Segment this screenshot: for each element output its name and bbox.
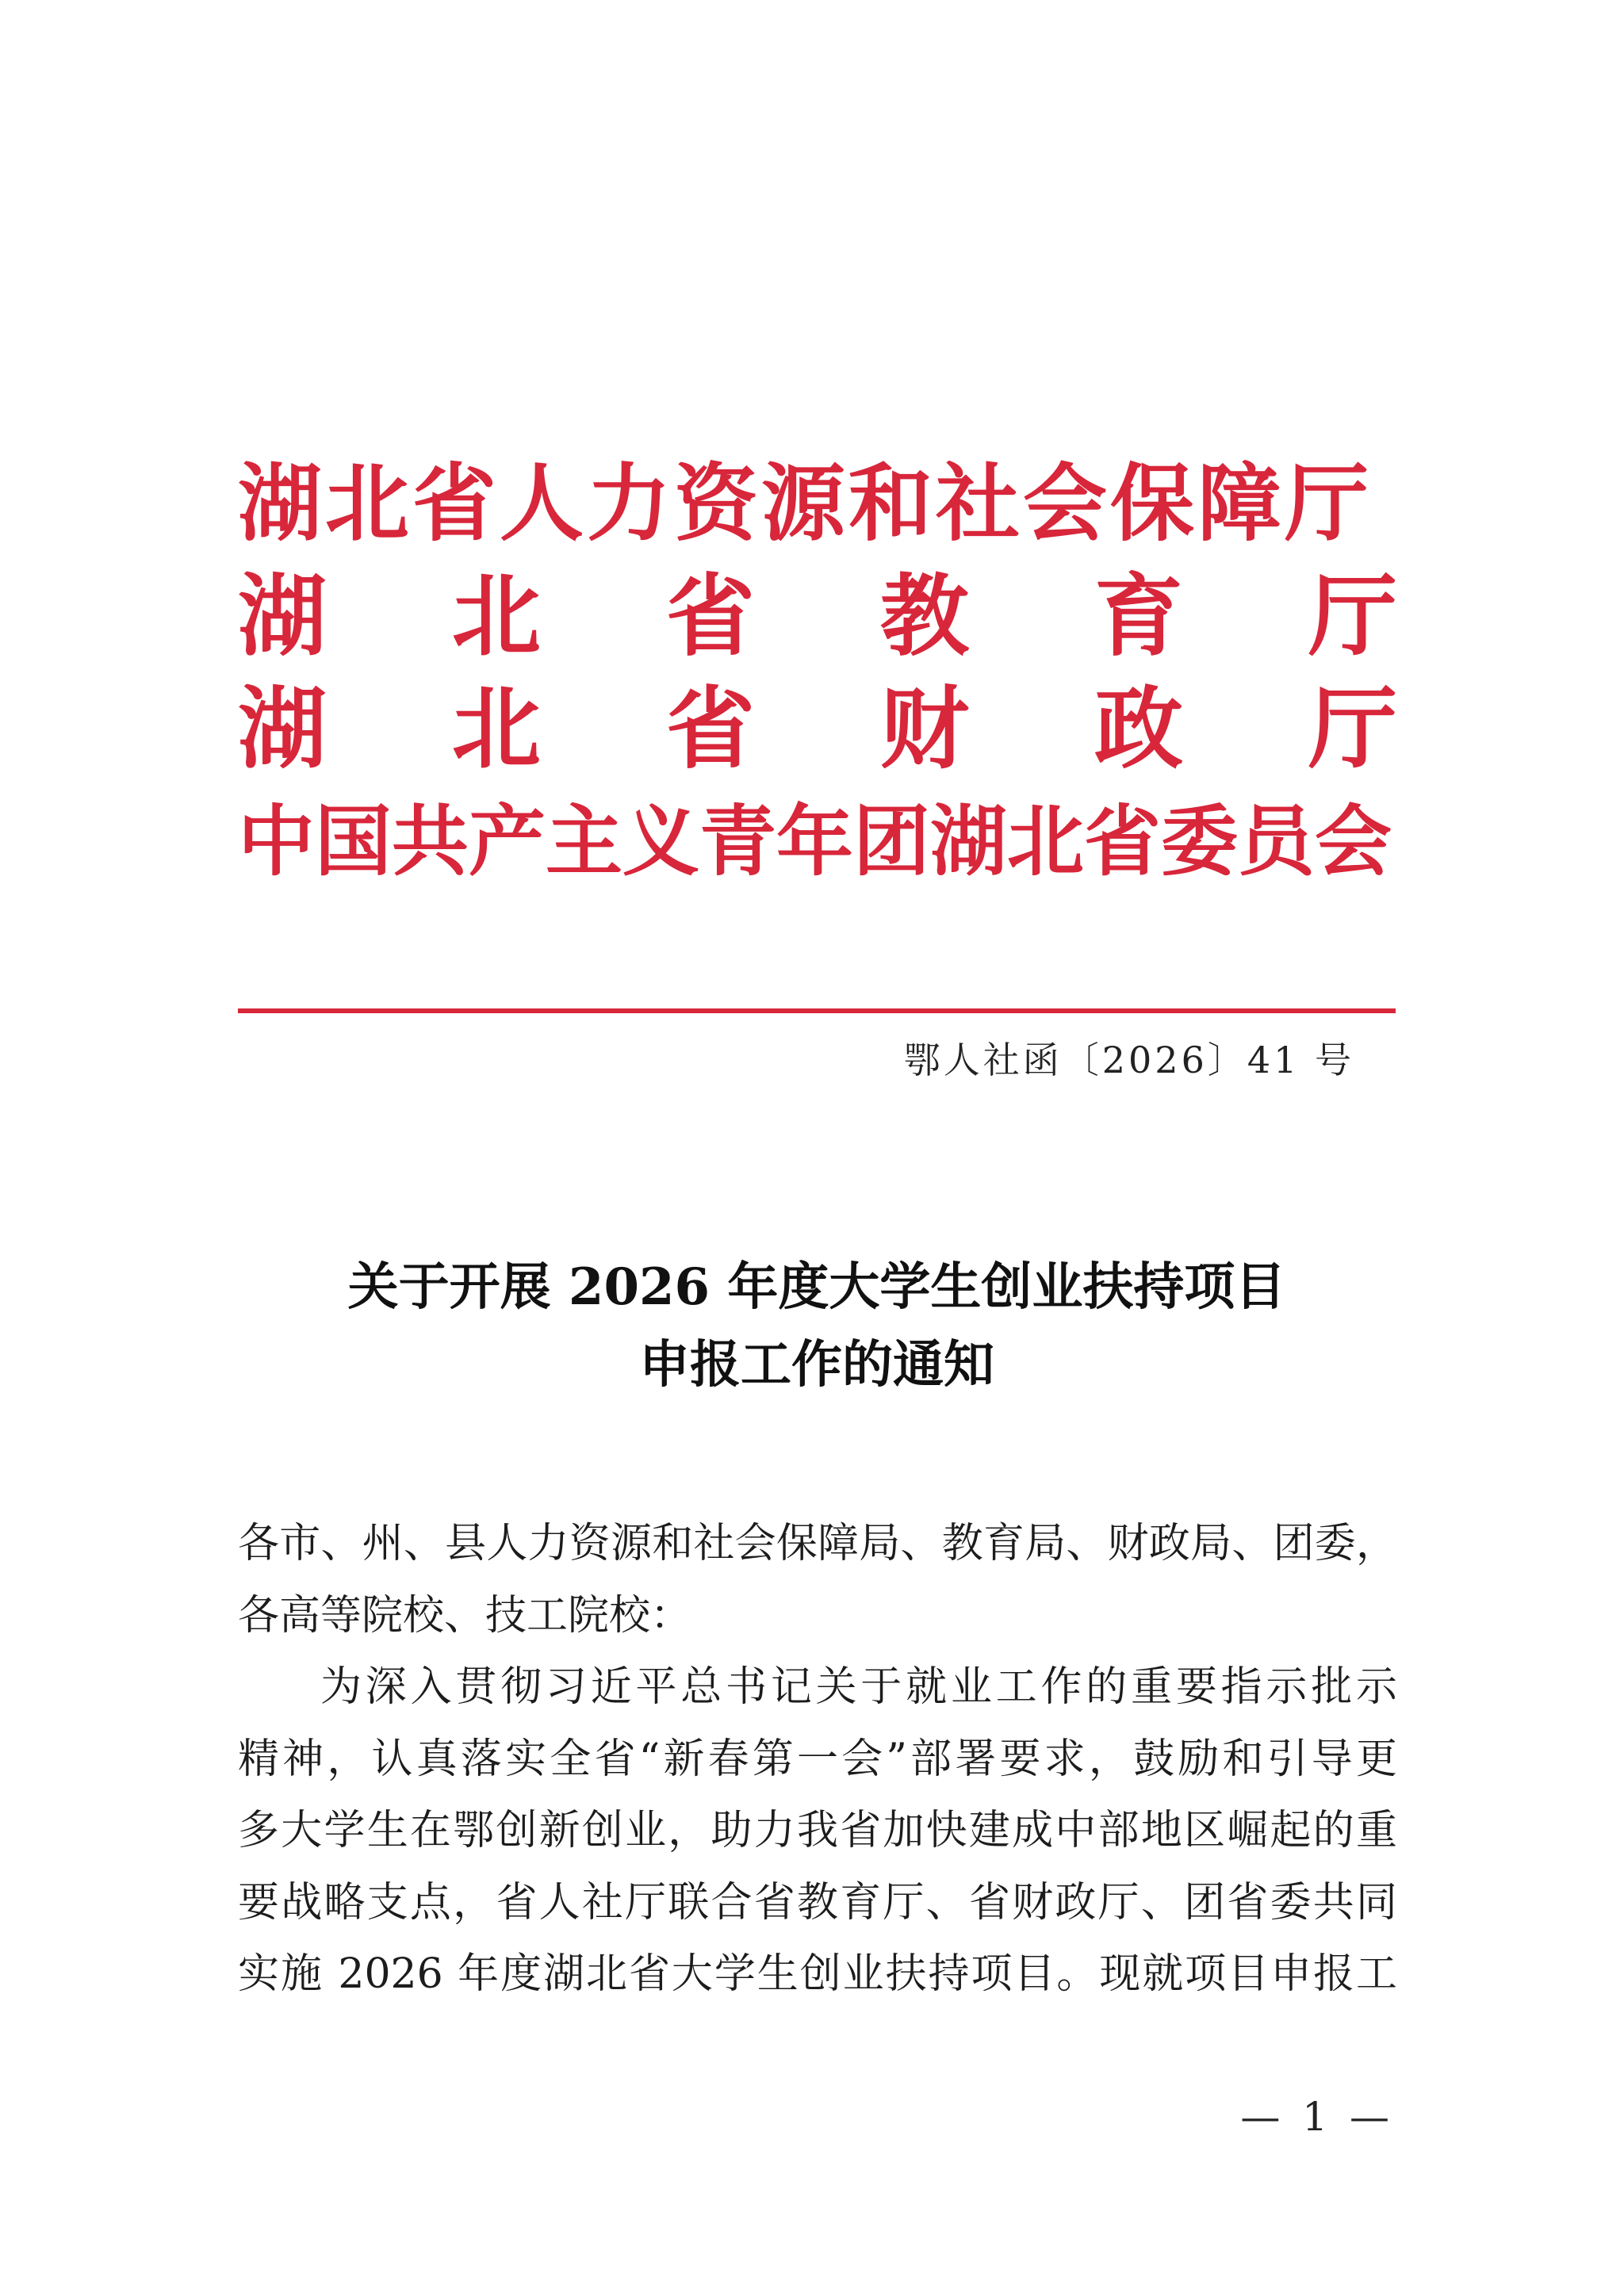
paragraph-1-line-1: 为深入贯彻习近平总书记关于就业工作的重要指示批示	[320, 1663, 1397, 1711]
paragraph-1-line-2: 精神，认真落实全省“新春第一会”部署要求，鼓励和引导更	[238, 1735, 1397, 1783]
document-title	[238, 1249, 1396, 1404]
masthead-char: 湖	[238, 565, 327, 668]
red-divider-rule	[238, 1008, 1396, 1013]
masthead-char: 北	[452, 678, 541, 781]
paragraph-1-line-4: 要战略支点，省人社厅联合省教育厅、省财政厅、团省委共同	[238, 1878, 1397, 1927]
masthead-char: 省	[666, 678, 755, 781]
masthead-char: 湖	[238, 678, 327, 781]
masthead-char: 育	[1094, 565, 1183, 668]
masthead-char: 厅	[1308, 565, 1397, 668]
red-masthead	[238, 448, 1397, 898]
masthead-char: 政	[1094, 678, 1183, 781]
document-number: 鄂人社函〔2026〕41 号	[903, 1039, 1354, 1081]
masthead-char: 财	[880, 678, 969, 781]
masthead-line-1-text: 湖北省人力资源和社会保障厅	[238, 455, 1372, 553]
paragraph-1-line-3: 多大学生在鄂创新创业，助力我省加快建成中部地区崛起的重	[238, 1807, 1397, 1854]
recipients-line-1: 各市、州、县人力资源和社会保障局、教育局、财政局、团委，	[238, 1520, 1397, 1567]
page-number: — 1 —	[1240, 2094, 1394, 2140]
masthead-char: 教	[880, 565, 969, 668]
masthead-line-3	[238, 673, 1397, 786]
masthead-line-2	[238, 561, 1397, 673]
title-line-2: 申报工作的通知	[639, 1335, 994, 1395]
masthead-char: 省	[666, 565, 755, 668]
recipients-line-2: 各高等院校、技工院校：	[238, 1591, 692, 1640]
masthead-char: 厅	[1308, 678, 1397, 781]
masthead-line-4	[238, 786, 1397, 898]
title-line-1: 关于开展 2026 年度大学生创业扶持项目	[347, 1257, 1286, 1317]
masthead-line-4-text: 中国共产主义青年团湖北省委员会	[238, 797, 1392, 886]
document-body	[238, 1508, 1397, 2011]
masthead-char: 北	[452, 565, 541, 668]
masthead-line-1	[238, 448, 1397, 561]
paragraph-1-line-5: 实施 2026 年度湖北省大学生创业扶持项目。现就项目申报工	[238, 1950, 1397, 1998]
